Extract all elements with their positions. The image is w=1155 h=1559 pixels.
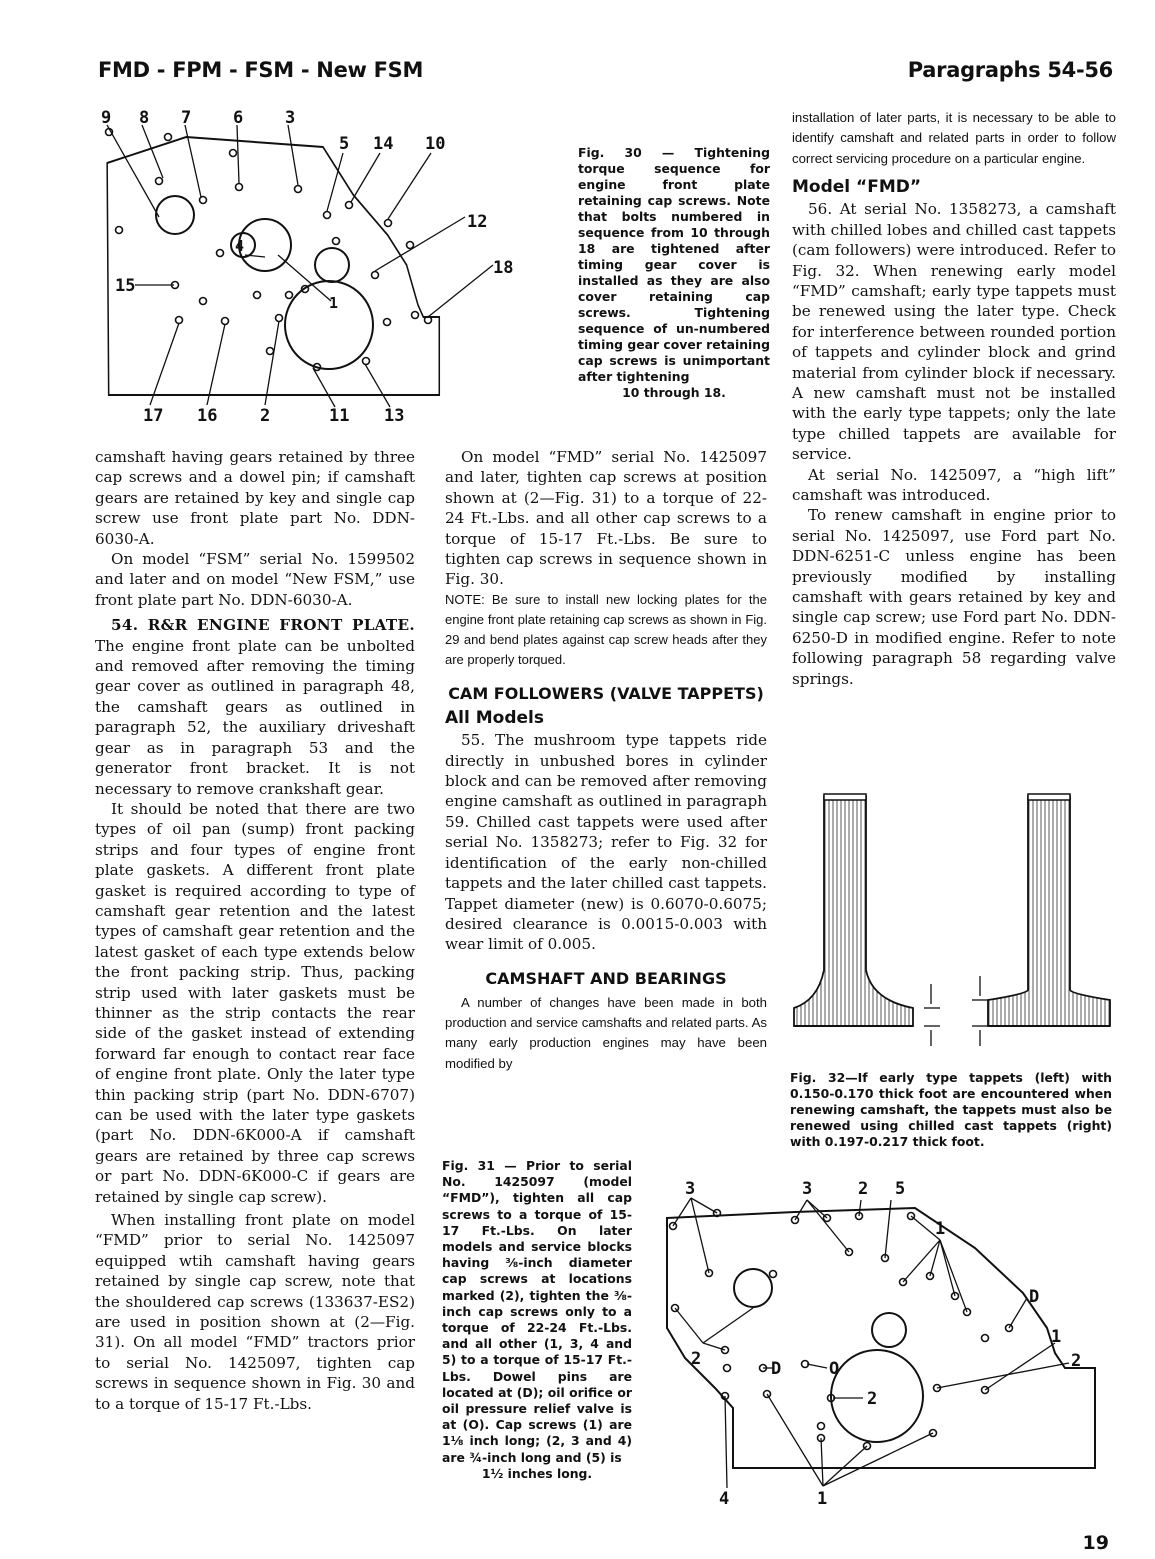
fig30-label-8: 8 bbox=[139, 108, 150, 128]
section-heading-camshaft-bearings: CAMSHAFT AND BEARINGS bbox=[485, 968, 727, 988]
fig31-label-D-center: D bbox=[771, 1359, 782, 1379]
fig30-front-plate-diagram bbox=[95, 105, 514, 430]
fig30-label-16: 16 bbox=[197, 406, 218, 426]
fig30-label-2: 2 bbox=[260, 406, 271, 426]
plate-outline bbox=[667, 1208, 1095, 1468]
col3-para-2: 56. At serial No. 1358273, a camshaft with chilled lobes and chilled cast tappets (cam followers) were introduced. Refer to Fig. 32. When renewing early model “FMD” camshaft; early type tappets must be renewed using the later type. Check for interference between rounded portion of tappets and cylinder block and grind material from cylinder block if necessary. A new camshaft must not be installed with the early type tappets; only the late type chilled tappets are available for service. bbox=[792, 200, 1116, 464]
fig30-label-4: 4 bbox=[235, 237, 245, 255]
col3-para-3: At serial No. 1425097, a “high lift” camshaft was introduced. bbox=[792, 465, 1116, 504]
fig31-label-2c: 2 bbox=[691, 1349, 702, 1369]
fig31-label-D-right: D bbox=[1029, 1287, 1040, 1307]
fig31-label-2b: 2 bbox=[1071, 1351, 1082, 1371]
fig31-label-1a: 1 bbox=[935, 1219, 946, 1239]
fig31-front-plate-diagram bbox=[655, 1178, 1110, 1508]
fig32-caption: Fig. 32—If early type tappets (left) with 0.150-0.170 thick foot are encountered when renewing camshaft, the tappets must also be renewed using chilled cast tappets (right) with 0.197-0.217 thick foot. bbox=[790, 1070, 1112, 1149]
fig30-label-7: 7 bbox=[181, 108, 192, 128]
running-header-left: FMD - FPM - FSM - New FSM bbox=[98, 58, 424, 82]
running-header-right: Paragraphs 54-56 bbox=[907, 58, 1113, 82]
subheading-all-models: All Models bbox=[445, 707, 544, 728]
hole-right bbox=[872, 1313, 906, 1347]
fig30-label-5: 5 bbox=[339, 134, 350, 154]
page-number: 19 bbox=[1082, 1532, 1109, 1554]
col1-para-4: It should be noted that there are two types of oil pan (sump) front packing strips and four types of engine front plate gaskets. A different front plate gasket is required according to type of camshaft gear retention and the latest types of camshaft gear retention and the latest gasket of each type extends below the front packing strip. Thus, packing strip used with later gaskets must be thinner as the strip contacts the rear side of the gasket instead of extending forward far enough to contact rear face of engine front plate. Only the later type thin packing strip (part No. DDN-6707) can be used with the later type gaskets (part No. DDN-6K000-A if camshaft gears are retained by three cap screws or part No. DDN-6K000-C if gears are retained by single cap screw). bbox=[95, 799, 415, 1206]
subheading-model-fmd: Model “FMD” bbox=[792, 176, 922, 197]
col3-para-1: installation of later parts, it is necessary to be able to identify camshaft and related parts in order to follow correct servicing procedure on a particular engine. bbox=[792, 110, 1116, 166]
fig30-label-13: 13 bbox=[384, 406, 405, 426]
fig31-label-2d: 2 bbox=[867, 1389, 878, 1409]
fig31-label-2a: 2 bbox=[858, 1179, 869, 1199]
hole-upper-left bbox=[734, 1269, 772, 1307]
section-heading-cam-followers: CAM FOLLOWERS (VALVE TAPPETS) bbox=[448, 683, 764, 703]
col1-para-3: 54. R&R ENGINE FRONT PLATE. The engine front plate can be unbolted and removed after removing the timing gear cover as outlined in paragraph 48, the camshaft gears as outlined in paragraph 52, the auxiliary driveshaft gear as in paragraph 53 and the generator front bracket. It is not necessary to remove crankshaft gear. bbox=[95, 616, 415, 798]
fig31-label-5: 5 bbox=[895, 1179, 906, 1199]
hole-right bbox=[315, 248, 349, 282]
fig30-label-9: 9 bbox=[101, 108, 112, 128]
fig30-label-11: 11 bbox=[329, 406, 350, 426]
thickness-dimension-marks bbox=[924, 976, 988, 1046]
fig30-label-14: 14 bbox=[373, 134, 394, 154]
fig31-label-1c: 1 bbox=[817, 1489, 828, 1509]
hole-upper-left bbox=[156, 196, 194, 234]
fig30-label-12: 12 bbox=[467, 212, 488, 232]
early-tappet-left bbox=[794, 794, 913, 1026]
fig30-label-10: 10 bbox=[425, 134, 446, 154]
fig30-label-6: 6 bbox=[233, 108, 244, 128]
fig30-label-15: 15 bbox=[115, 276, 136, 296]
column-2 bbox=[445, 447, 767, 1074]
col2-para-2: 55. The mushroom type tappets ride directly in unbushed bores in cylinder block and can be removed after removing engine camshaft as outlined in paragraph 59. Chilled cast tappets were used after serial No. 1358273; refer to Fig. 32 for identification of the early non-chilled tappets and the later chilled cast tappets. Tappet diameter (new) is 0.6070-0.6075; desired clearance is 0.0015-0.003 with wear limit of 0.005. bbox=[445, 731, 767, 954]
fig30-label-1: 1 bbox=[329, 294, 339, 312]
fig31-label-3b: 3 bbox=[802, 1179, 813, 1199]
fig30-label-3: 3 bbox=[285, 108, 296, 128]
fig31-label-3a: 3 bbox=[685, 1179, 696, 1199]
column-1 bbox=[95, 447, 415, 1414]
col1-para-2: On model “FSM” serial No. 1599502 and later and on model “New FSM,” use front plate part No. DDN-6030-A. bbox=[95, 550, 415, 609]
col2-note: NOTE: Be sure to install new locking plates for the engine front plate retaining cap screws as shown in Fig. 29 and bend plates against cap screw heads after they are properly torqued. bbox=[445, 591, 767, 667]
hole-center-upper bbox=[239, 219, 291, 271]
fig31-label-O: O bbox=[829, 1359, 840, 1379]
fig31-label-1b: 1 bbox=[1051, 1327, 1062, 1347]
fig30-caption: Fig. 30 — Tightening torque sequence for engine front plate retaining cap screws. Note that bolts numbered in sequence from 10 through 18 are tightened after timing gear cover is installed as they are also cover retaining cap screws. Tightening sequence of un-numbered timing gear cover retaining cap screws is unimportant after tightening 10 through 18. bbox=[578, 145, 770, 400]
column-3 bbox=[792, 108, 1116, 689]
chilled-tappet-right bbox=[988, 794, 1110, 1026]
fig30-label-17: 17 bbox=[143, 406, 164, 426]
col2-para-1: On model “FMD” serial No. 1425097 and later, tighten cap screws at position shown at (2—Fig. 31) to a torque of 22-24 Ft.-Lbs. and all other cap screws to a torque of 15-17 Ft.-Lbs. Be sure to tighten cap screws in sequence shown in Fig. 30. bbox=[445, 448, 767, 589]
fig31-label-4: 4 bbox=[719, 1489, 730, 1509]
col2-para-3: A number of changes have been made in both production and service camshafts and related parts. As many early production engines may have been modified by bbox=[445, 994, 767, 1071]
fig32-tappets-illustration bbox=[788, 790, 1118, 1060]
fig30-label-18: 18 bbox=[493, 258, 514, 278]
col1-para-3-title: 54. R&R ENGINE FRONT PLATE. bbox=[111, 616, 415, 635]
col3-para-4: To renew camshaft in engine prior to serial No. 1425097, use Ford part No. DDN-6251-C unless engine has been previously modified by installing camshaft with gears retained by key and single cap screw; use Ford part No. DDN-6250-D in modified engine. Refer to note following paragraph 58 regarding valve springs. bbox=[792, 506, 1116, 688]
col1-para-1: camshaft having gears retained by three cap screws and a dowel pin; if camshaft gears are retained by key and single cap screw use front plate part No. DDN-6030-A. bbox=[95, 448, 415, 548]
fig31-caption: Fig. 31 — Prior to serial No. 1425097 (model “FMD”), tighten all cap screws to a torque of 15-17 Ft.-Lbs. On later models and service blocks having ⅜-inch diameter cap screws at locations marked (2), tighten the ⅜-inch cap screws only to a torque of 22-24 Ft.-Lbs. and all other (1, 3, 4 and 5) to a torque of 15-17 Ft.-Lbs. Dowel pins are located at (D); oil orifice or oil pressure relief valve is at (O). Cap screws (1) are 1⅛ inch long; (2, 3 and 4) are ¾-inch long and (5) is 1½ inches long. bbox=[442, 1158, 632, 1481]
col1-para-5: When installing front plate on model “FMD” prior to serial No. 1425097 equipped wtih camshaft having gears retained by single cap screw, note that the shouldered cap screws (133637-ES2) are used in position shown at (2—Fig. 31). On all model “FMD” tractors prior to serial No. 1425097, tighten cap screws in sequence shown in Fig. 30 and to a torque of 15-17 Ft.-Lbs. bbox=[95, 1211, 415, 1413]
